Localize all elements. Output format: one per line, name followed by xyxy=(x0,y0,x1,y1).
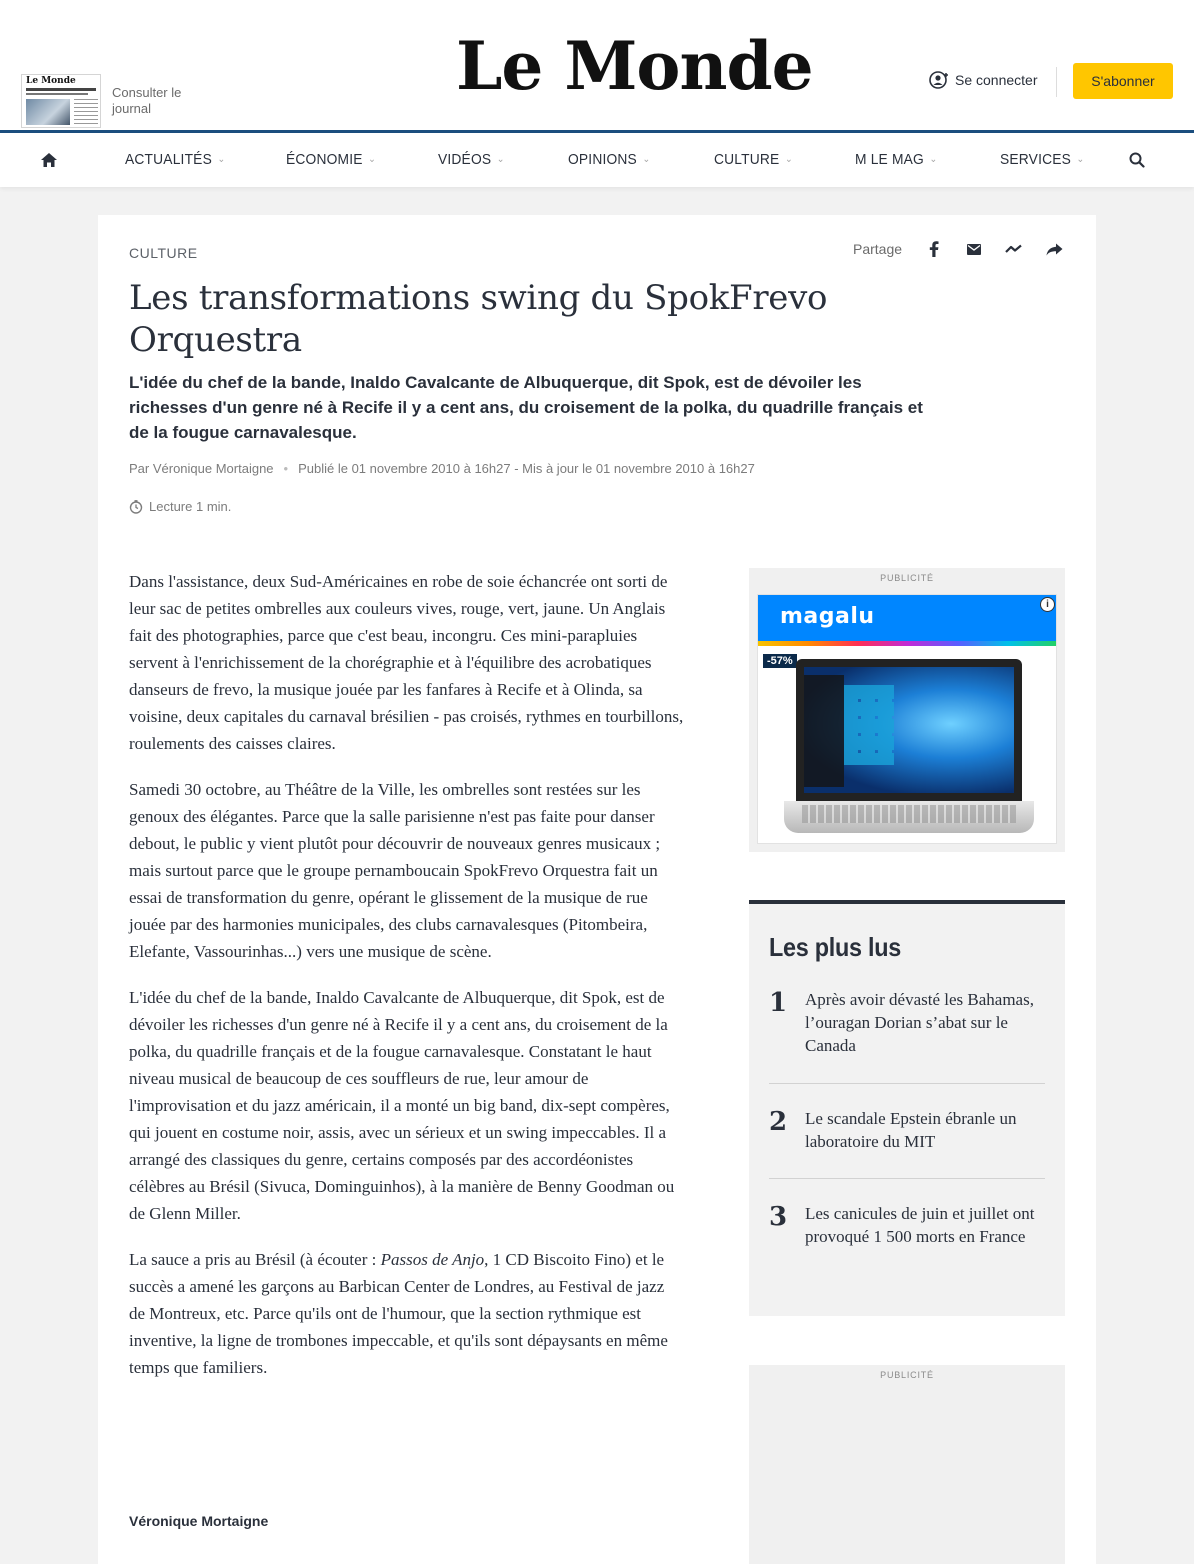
share-icon[interactable] xyxy=(1034,243,1074,256)
article-paragraph: L'idée du chef de la bande, Inaldo Cavalcante de Albuquerque, dit Spok, est de dévoiler les richesses d'un genre né à Recife il y a cent ans, du croisement de la polka, du quadrille français et de la fougue carnavalesque. Constatant le haut niveau musical de beaucoup de ces souffleurs de rue, leur amour de l'improvisation et du jazz américain, il a monté un big band, dix-sept compères, qui jouent en costume noir, assis, avec un sérieux et un swing impeccables. Il a arrangé des classiques du genre, certains composés par des accordéonistes célèbres au Brésil (Sivuca, Dominguinhos), à la manière de Benny Goodman ou de Glenn Miller. xyxy=(129,988,675,1223)
ad-label: PUBLICITÉ xyxy=(880,573,934,583)
journal-thumbnail[interactable] xyxy=(21,74,101,128)
clock-icon xyxy=(129,500,143,514)
messenger-icon[interactable] xyxy=(994,244,1034,254)
laptop-image xyxy=(796,659,1022,801)
ad-slot-top xyxy=(749,568,1065,852)
chevron-down-icon: ⌄ xyxy=(642,154,651,165)
article-title: Les transformations swing du SpokFrevo Orquestra xyxy=(129,278,828,360)
article-card xyxy=(98,215,1096,1564)
most-read-headline[interactable]: Le scandale Epstein ébranle un laboratoire du MIT xyxy=(805,1109,1017,1151)
journal-link[interactable] xyxy=(21,74,182,128)
chevron-down-icon: ⌄ xyxy=(368,154,377,165)
nav-item-economie[interactable]: ÉCONOMIE ⌄ xyxy=(286,151,377,168)
reading-time xyxy=(129,499,231,514)
site-logo[interactable]: Le Monde xyxy=(456,27,813,105)
article-description: L'idée du chef de la bande, Inaldo Cavalcante de Albuquerque, dit Spok, est de dévoiler les richesses d'un genre né à Recife il y a cent ans, du croisement de la polka, du quadrille français et de la fougue carnavalesque. xyxy=(129,373,923,442)
main-nav xyxy=(0,133,1194,187)
subscribe-button[interactable]: S'abonner xyxy=(1073,63,1173,99)
most-read-item[interactable] xyxy=(769,1107,1045,1153)
chevron-down-icon: ⌄ xyxy=(929,154,938,165)
most-read-rank: 3 xyxy=(769,1202,788,1232)
most-read-headline[interactable]: Les canicules de juin et juillet ont provoqué 1 500 morts en France xyxy=(805,1204,1035,1246)
ad-label: PUBLICITÉ xyxy=(880,1370,934,1380)
user-icon xyxy=(929,71,949,89)
ad-banner[interactable] xyxy=(757,594,1057,844)
most-read-rank: 2 xyxy=(769,1107,788,1137)
album-title: Passos de Anjo xyxy=(380,1250,485,1269)
nav-item-actualites[interactable]: ACTUALITÉS ⌄ xyxy=(125,151,226,168)
site-header xyxy=(0,0,1194,130)
header-divider xyxy=(1056,67,1057,97)
nav-item-culture[interactable]: CULTURE ⌄ xyxy=(714,151,793,168)
article-author[interactable]: Par Véronique Mortaigne xyxy=(129,461,274,476)
chevron-down-icon: ⌄ xyxy=(496,154,505,165)
mail-icon[interactable] xyxy=(954,244,994,255)
chevron-down-icon: ⌄ xyxy=(217,154,226,165)
search-icon[interactable] xyxy=(1129,152,1145,168)
article-dates: Publié le 01 novembre 2010 à 16h27 - Mis à jour le 01 novembre 2010 à 16h27 xyxy=(298,461,755,476)
nav-item-m-le-mag[interactable]: M LE MAG ⌄ xyxy=(855,151,938,168)
login-link[interactable] xyxy=(929,71,1038,89)
most-read-box xyxy=(749,900,1065,1316)
article-paragraph: Dans l'assistance, deux Sud-Américaines en robe de soie échancrée ont sorti de leur sac de petites ombrelles aux couleurs vives, rouge, vert, jaune. Un Anglais fait des photographies, parce que c'est beau, incongru. Ces mini-parapluies servent à l'enrichissement de la chorégraphie et à l'équilibre des acrobatiques danseurs de frevo, la musique jouée par les fanfares à Recife et à Olinda, sa voisine, deux capitales du carnaval brésilien - pas croisés, rythmes en tourbillons, roulements des caisses claires. xyxy=(129,572,684,753)
share-bar xyxy=(853,241,1074,257)
chevron-down-icon: ⌄ xyxy=(1076,154,1085,165)
ad-slot-bottom xyxy=(749,1365,1065,1564)
article-paragraph: La sauce a pris au Brésil (à écouter : Passos de Anjo, 1 CD Biscoito Fino) et le succès a amené les garçons au Barbican Center de Londres, au Festival de jazz de Montreux, etc. Parce qu'ils ont de l'humour, que la section rythmique est inventive, la ligne de trombones impeccable, et qu'ils sont dépaysants en même temps que familiers. xyxy=(129,1250,668,1377)
login-label: Se connecter xyxy=(955,72,1038,88)
nav-item-opinions[interactable]: OPINIONS ⌄ xyxy=(568,151,651,168)
most-read-item[interactable] xyxy=(769,1202,1045,1248)
most-read-headline[interactable]: Après avoir dévasté les Bahamas, l’ouragan Dorian s’abat sur le Canada xyxy=(805,990,1034,1055)
article-body xyxy=(129,568,684,1400)
info-icon[interactable]: i xyxy=(1040,597,1055,612)
share-label: Partage xyxy=(853,241,903,257)
journal-thumb-title: Le Monde xyxy=(26,76,76,86)
section-label[interactable]: CULTURE xyxy=(129,245,198,261)
journal-label[interactable]: Consulter le journal xyxy=(112,85,182,116)
article-signature: Véronique Mortaigne xyxy=(129,1513,269,1529)
most-read-item[interactable] xyxy=(769,988,1045,1057)
article-meta: Par Véronique Mortaigne • Publié le 01 novembre 2010 à 16h27 - Mis à jour le 01 novembre 2010 à 16h27 xyxy=(129,461,755,476)
most-read-rank: 1 xyxy=(769,988,788,1018)
facebook-icon[interactable] xyxy=(914,241,954,257)
nav-item-videos[interactable]: VIDÉOS ⌄ xyxy=(438,151,505,168)
chevron-down-icon: ⌄ xyxy=(784,154,793,165)
ad-brand: magalu xyxy=(780,604,875,629)
home-icon[interactable] xyxy=(40,152,58,168)
most-read-title: Les plus lus xyxy=(769,932,902,962)
article-paragraph: Samedi 30 octobre, au Théâtre de la Ville, les ombrelles sont restées sur les genoux des élégantes. Parce que la salle parisienne n'est pas faite pour danser debout, le public y vient plutôt pour découvrir de nouveaux genres musicaux ; mais surtout parce que le groupe pernamboucain SpokFrevo Orquestra fait un essai de transformation du genre, opérant le glissement de la musique de rue jouée par des harmonies municipales, des clubs carnavalesques (Pitombeira, Elefante, Vassourinhas...) vers une musique de scène. xyxy=(129,780,661,961)
nav-item-services[interactable]: SERVICES ⌄ xyxy=(1000,151,1085,168)
ad-discount-badge: -57% xyxy=(763,654,797,668)
reading-time-label: Lecture 1 min. xyxy=(149,499,232,514)
